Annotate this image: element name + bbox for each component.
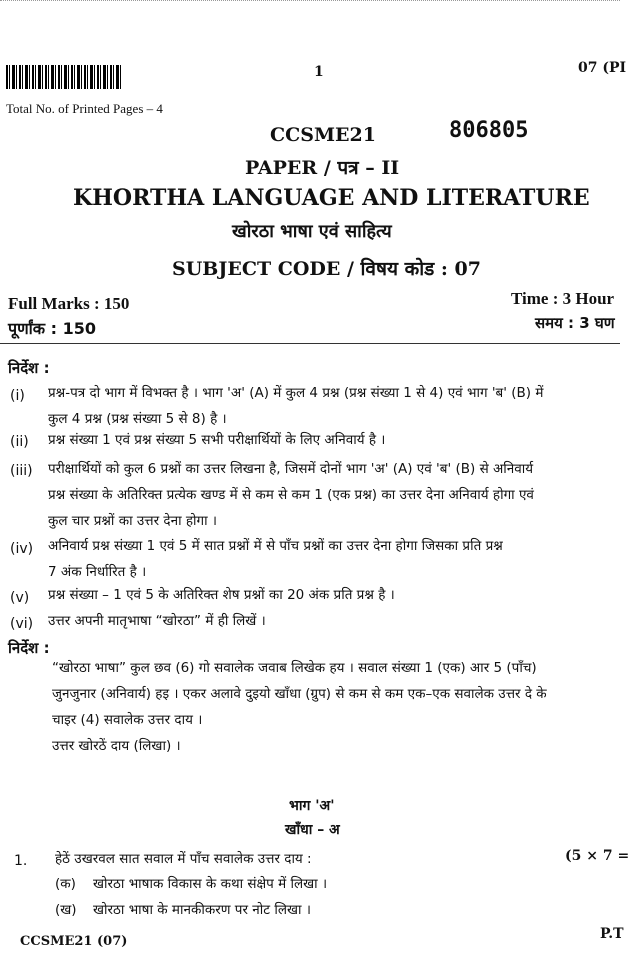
instruction-number: (vi) <box>10 616 34 632</box>
page-number: 1 <box>314 64 324 80</box>
sub-question-text: खोरठा भाषा के मानकीकरण पर नोट लिखा । <box>93 902 311 918</box>
please-turn-over: P.T <box>600 926 624 942</box>
instruction-number: (ii) <box>10 434 29 450</box>
question-marks: (5 × 7 = <box>565 848 629 864</box>
instruction-number: (i) <box>10 388 25 404</box>
total-pages: Total No. of Printed Pages – 4 <box>6 101 163 116</box>
time-allowed-hindi: समय : 3 घण <box>535 314 615 332</box>
instruction-number: (iv) <box>10 541 34 557</box>
sub-question-label: (ख) <box>55 902 77 918</box>
instruction-number: (v) <box>10 590 30 606</box>
barcode <box>6 65 122 89</box>
khortha-instructions-heading: निर्देश : <box>8 639 50 657</box>
instruction-text: प्रश्न-पत्र दो भाग में विभक्त है । भाग 'अ' (A) में कुल 4 प्रश्न (प्रश्न संख्या 1 से 4) एवं भाग 'ब' (B) में कुल 4 प्रश्न (प्रश्न संख्या 5 से 8) है । <box>48 385 544 427</box>
section-part: भाग 'अ' <box>289 798 335 814</box>
section-group: खाँधा – अ <box>285 822 340 838</box>
full-marks: Full Marks : 150 <box>8 294 130 313</box>
sub-question-label: (क) <box>55 876 76 892</box>
paper-title: PAPER / पत्र – II <box>245 157 400 179</box>
full-marks-hindi: पूर्णांक : 150 <box>8 319 97 338</box>
question-number: 1. <box>14 853 28 869</box>
instruction-text: अनिवार्य प्रश्न संख्या 1 एवं 5 में सात प्रश्नों में से पाँच प्रश्नों का उत्तर देना होगा जिसका प्रति प्रश्न 7 अंक निर्धारित है । <box>48 538 503 580</box>
page-top-border <box>0 0 620 2</box>
instruction-text: परीक्षार्थियों को कुल 6 प्रश्नों का उत्तर लिखना है, जिसमें दोनों भाग 'अ' (A) एवं 'ब' (B) से अनिवार्य प्रश्न संख्या के अतिरिक्त प्रत्येक खण्ड में से कम से कम 1 (एक प्रश्न) का उत्तर देना अनिवार्य होगा एवं कुल चार प्रश्नों का उत्तर देना होगा । <box>48 461 534 529</box>
subject-english: KHORTHA LANGUAGE AND LITERATURE <box>73 185 590 211</box>
footer-code: CCSME21 (07) <box>20 934 128 949</box>
instruction-text: उत्तर अपनी मातृभाषा “खोरठा” में ही लिखें । <box>48 613 266 629</box>
khortha-instructions-text: “खोरठा भाषा” कुल छव (6) गो सवालेक जवाब लिखेक हय । सवाल संख्या 1 (एक) आर 5 (पाँच) जुनजुनार (अनिवार्य) हइ । एकर अलावे दुइयो खाँधा (ग्रुप) से कम से कम एक–एक सवालेक उत्तर दे के चाइर (4) सवालेक उत्तर दाय । उत्तर खोरठें दाय (लिखा) । <box>52 660 547 754</box>
question-text: हेठें उखरवल सात सवाल में पाँच सवालेक उत्तर दाय : <box>55 851 312 867</box>
course-code: CCSME21 <box>270 124 376 146</box>
instruction-text: प्रश्न संख्या – 1 एवं 5 के अतिरिक्त शेष प्रश्नों का 20 अंक प्रति प्रश्न है । <box>48 587 395 603</box>
subject-code: SUBJECT CODE / विषय कोड : 07 <box>172 258 481 280</box>
sub-question-text: खोरठा भाषाक विकास के कथा संक्षेप में लिखा । <box>93 876 328 892</box>
serial-number: 806805 <box>449 118 529 143</box>
divider <box>0 343 620 344</box>
top-right-code: 07 (PI <box>578 60 627 76</box>
instructions-heading: निर्देश : <box>8 359 50 377</box>
time-allowed: Time : 3 Hour <box>511 289 615 308</box>
instruction-text: प्रश्न संख्या 1 एवं प्रश्न संख्या 5 सभी परीक्षार्थियों के लिए अनिवार्य है । <box>48 432 386 448</box>
instruction-number: (iii) <box>10 463 33 479</box>
subject-hindi: खोरठा भाषा एवं साहित्य <box>232 221 392 242</box>
